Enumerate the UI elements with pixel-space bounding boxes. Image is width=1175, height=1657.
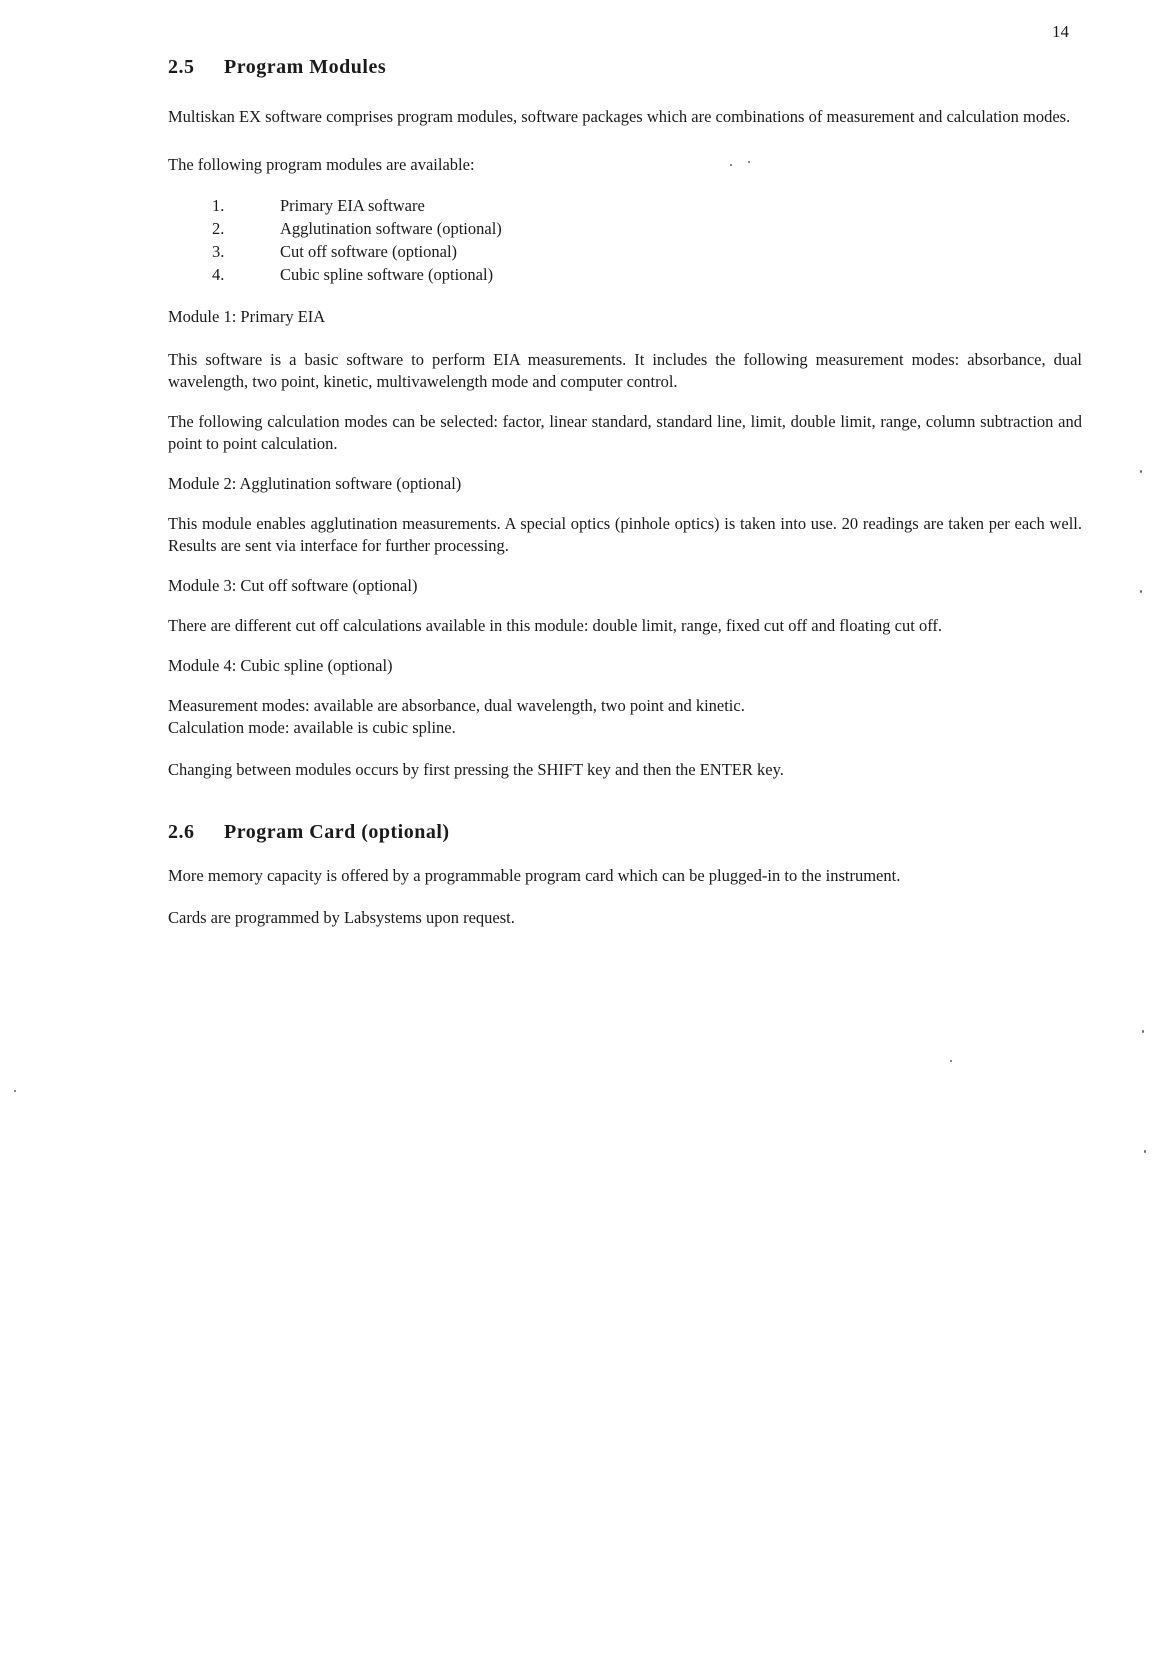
section-title: Program Card (optional) bbox=[224, 821, 450, 843]
list-item bbox=[212, 217, 1082, 240]
module-4-heading: Module 4: Cubic spline (optional) bbox=[168, 656, 393, 675]
module-4-calculation-line: Calculation mode: available is cubic spline. bbox=[168, 718, 456, 737]
module-list bbox=[168, 194, 1082, 286]
program-card-text: More memory capacity is offered by a programmable program card which can be plugged-in to the instrument. bbox=[168, 866, 901, 885]
list-item bbox=[212, 194, 1082, 217]
module-4-text bbox=[168, 695, 1082, 739]
section-number: 2.5 bbox=[168, 56, 195, 78]
intro-paragraph: Multiskan EX software comprises program modules, software packages which are combinations of measurement and calculation modes. bbox=[168, 107, 1071, 126]
section-number: 2.6 bbox=[168, 821, 195, 843]
module-1-calc-text: The following calculation modes can be selected: factor, linear standard, standard line, limit, double limit, range, column subtraction and point to point calculation. bbox=[168, 412, 1082, 453]
module-1-text: This software is a basic software to perform EIA measurements. It includes the following measurement modes: absorbance, dual wavelength, two point, kinetic, multivawelength mode and computer control. bbox=[168, 350, 1082, 391]
list-item-number: 4. bbox=[212, 265, 225, 284]
changing-modules-text: Changing between modules occurs by first pressing the SHIFT key and then the ENTER key. bbox=[168, 760, 784, 779]
module-4-measurement-line: Measurement modes: available are absorbance, dual wavelength, two point and kinetic. bbox=[168, 696, 745, 715]
module-3-text: There are different cut off calculations available in this module: double limit, range, fixed cut off and floating cut off. bbox=[168, 616, 943, 635]
section-title: Program Modules bbox=[224, 56, 387, 78]
list-item-label: Agglutination software (optional) bbox=[280, 219, 502, 238]
scan-speck bbox=[1140, 590, 1142, 593]
scan-speck bbox=[748, 161, 750, 163]
module-1-heading: Module 1: Primary EIA bbox=[168, 307, 326, 326]
scan-speck bbox=[1140, 470, 1142, 473]
list-item-number: 2. bbox=[212, 219, 225, 238]
module-2-text: This module enables agglutination measurements. A special optics (pinhole optics) is taken into use. 20 readings are taken per each well. Results are sent via interface for further processing. bbox=[168, 514, 1082, 555]
scan-speck bbox=[1144, 1150, 1146, 1153]
list-item-label: Cut off software (optional) bbox=[280, 242, 458, 261]
document-body bbox=[168, 56, 1082, 929]
scan-speck bbox=[950, 1060, 952, 1062]
list-item bbox=[212, 263, 1082, 286]
program-card-request-text: Cards are programmed by Labsystems upon request. bbox=[168, 908, 515, 927]
section-2-6-heading bbox=[168, 821, 1082, 843]
scan-speck bbox=[1142, 1030, 1144, 1033]
page-number: 14 bbox=[1052, 22, 1069, 41]
module-3-heading: Module 3: Cut off software (optional) bbox=[168, 576, 418, 595]
list-item-label: Primary EIA software bbox=[280, 196, 425, 215]
list-intro: The following program modules are available: bbox=[168, 155, 475, 174]
list-item bbox=[212, 240, 1082, 263]
scan-speck bbox=[730, 164, 732, 166]
list-item-number: 1. bbox=[212, 196, 225, 215]
list-item-number: 3. bbox=[212, 242, 225, 261]
list-item-label: Cubic spline software (optional) bbox=[280, 265, 494, 284]
scan-speck bbox=[14, 1090, 16, 1092]
module-2-heading: Module 2: Agglutination software (optional) bbox=[168, 474, 462, 493]
section-2-5-heading bbox=[168, 56, 1082, 78]
